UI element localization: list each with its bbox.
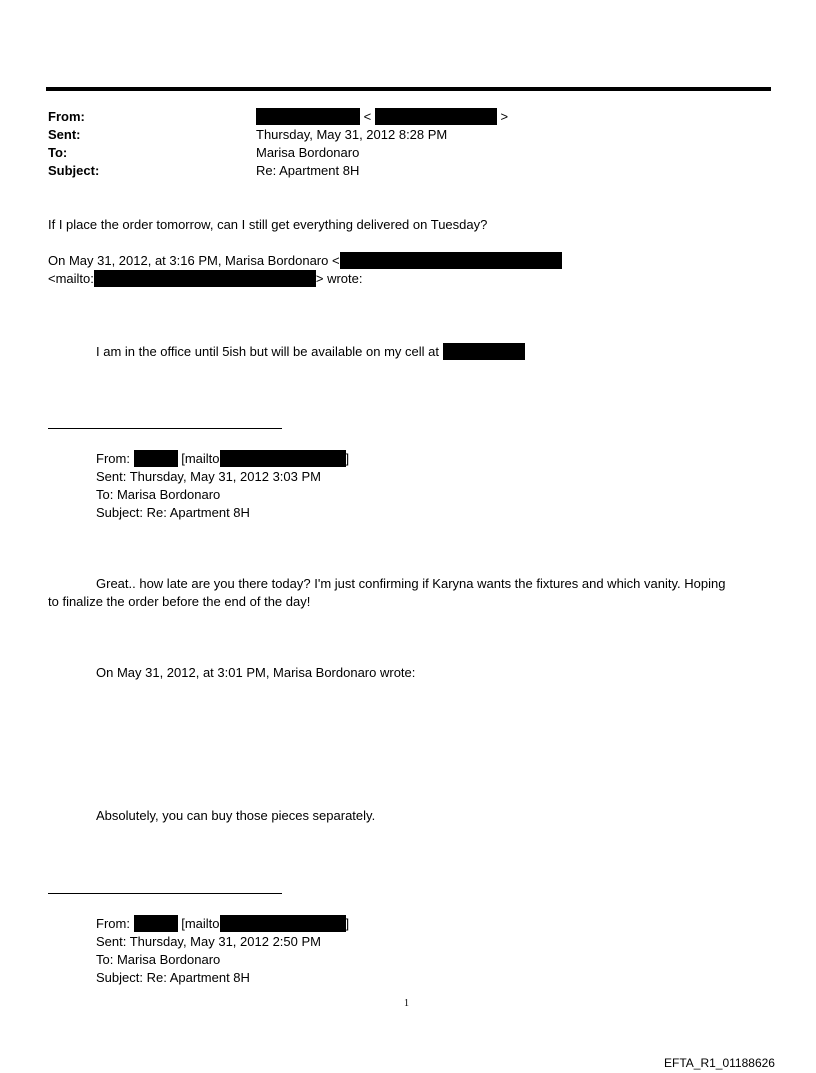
from-value <box>256 108 508 125</box>
msg2-answer: Absolutely, you can buy those pieces separately. <box>96 808 376 823</box>
quote-line-2 <box>48 270 363 287</box>
redaction-block <box>220 450 346 467</box>
email-close-bracket: > <box>500 109 509 124</box>
separator-line <box>48 893 282 894</box>
redaction-block <box>134 915 178 932</box>
mailto-label: [mailto <box>181 451 220 466</box>
mailto-prefix: <mailto: <box>48 271 94 286</box>
from-label: From: <box>48 109 85 124</box>
msg2-to: To: Marisa Bordonaro <box>96 487 221 502</box>
office-line <box>96 343 525 360</box>
page-number: 1 <box>404 998 409 1009</box>
msg2-sent: Sent: Thursday, May 31, 2012 3:03 PM <box>96 469 321 484</box>
redaction-block <box>94 270 316 287</box>
redaction-block <box>220 915 346 932</box>
msg2-quote: On May 31, 2012, at 3:01 PM, Marisa Bordonaro wrote: <box>96 665 416 680</box>
redaction-block <box>340 252 562 269</box>
sent-value: Thursday, May 31, 2012 8:28 PM <box>256 127 448 142</box>
mailto-label: [mailto <box>181 916 220 931</box>
office-text: I am in the office until 5ish but will be available on my cell at <box>96 344 439 359</box>
from-prefix: From: <box>96 916 130 931</box>
close-bracket: ] <box>345 916 350 931</box>
quote-line-1 <box>48 252 562 269</box>
msg3-to: To: Marisa Bordonaro <box>96 952 221 967</box>
subject-value: Re: Apartment 8H <box>256 163 360 178</box>
subject-label: Subject: <box>48 163 100 178</box>
document-id: EFTA_R1_01188626 <box>664 1056 775 1070</box>
question-text: If I place the order tomorrow, can I still get everything delivered on Tuesday? <box>48 217 488 232</box>
redaction-block <box>443 343 525 360</box>
to-label: To: <box>48 145 68 160</box>
msg2-body-first-line: Great.. how late are you there today? I'm just confirming if Karyna wants the fixtures and which vanity. Hoping <box>96 576 726 591</box>
redaction-block <box>375 108 497 125</box>
msg3-subject: Subject: Re: Apartment 8H <box>96 970 250 985</box>
msg2-body-second-line: to finalize the order before the end of the day! <box>48 594 311 609</box>
email-open-bracket: < <box>363 109 372 124</box>
quote-attribution: On May 31, 2012, at 3:16 PM, Marisa Bordonaro < <box>48 253 340 268</box>
to-value: Marisa Bordonaro <box>256 145 360 160</box>
msg3-sent: Sent: Thursday, May 31, 2012 2:50 PM <box>96 934 321 949</box>
msg3-from <box>96 915 349 932</box>
close-bracket: ] <box>345 451 350 466</box>
from-prefix: From: <box>96 451 130 466</box>
wrote-suffix: > wrote: <box>315 271 363 286</box>
header-rule <box>46 87 771 91</box>
msg2-from <box>96 450 349 467</box>
redaction-block <box>256 108 360 125</box>
sent-label: Sent: <box>48 127 81 142</box>
separator-line <box>48 428 282 429</box>
redaction-block <box>134 450 178 467</box>
msg2-subject: Subject: Re: Apartment 8H <box>96 505 250 520</box>
